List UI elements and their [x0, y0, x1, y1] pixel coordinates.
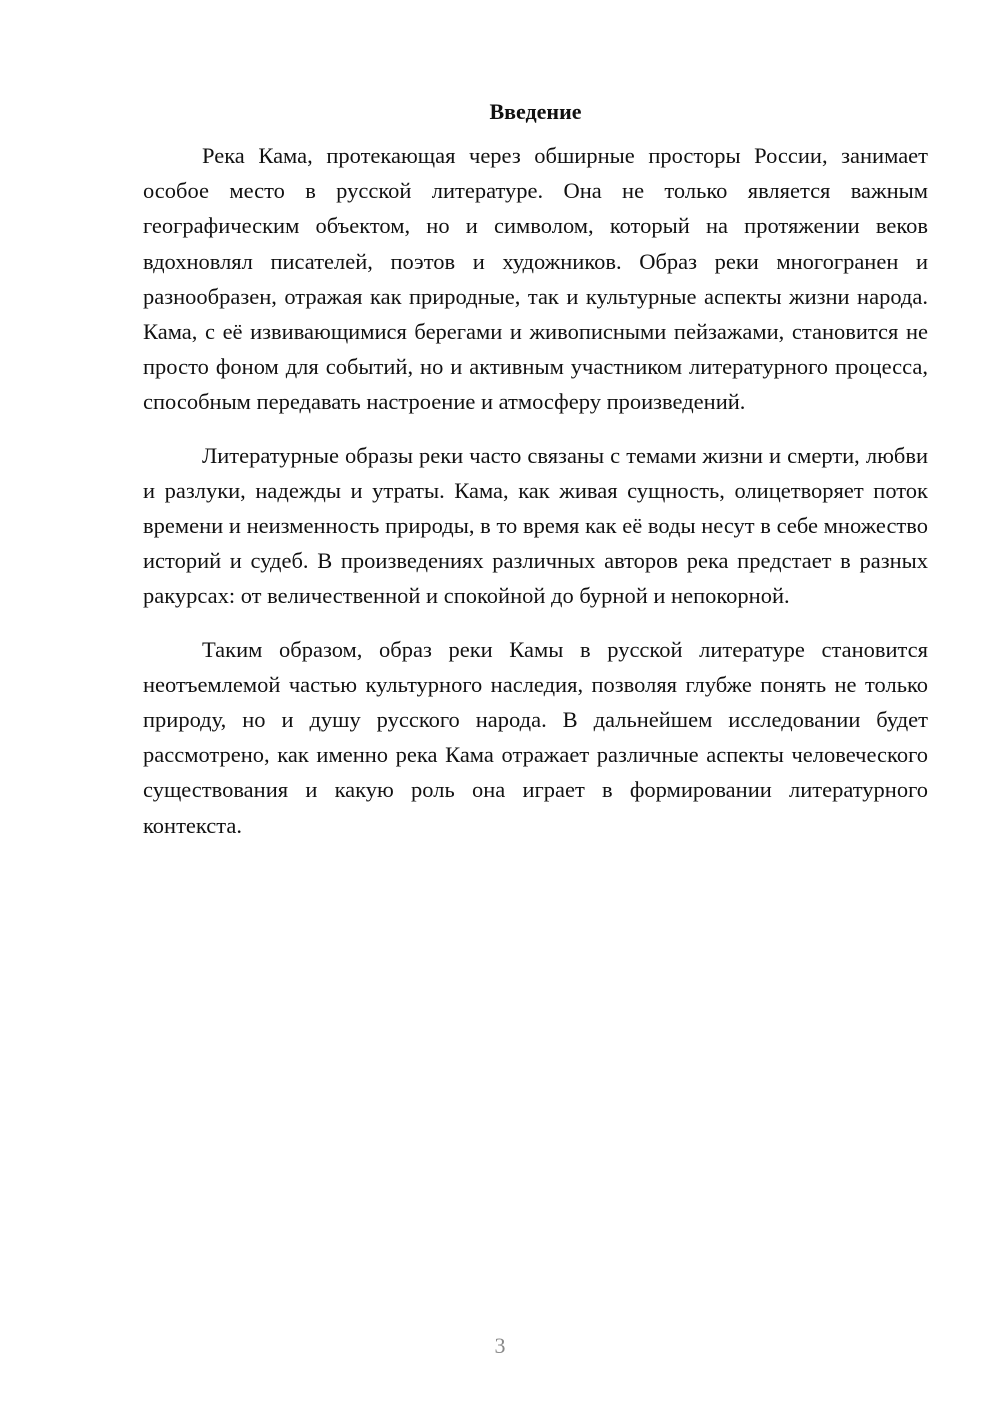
page-number: 3: [494, 1333, 506, 1358]
page-content: [143, 96, 928, 861]
paragraph-1: Река Кама, протекающая через обширные просторы России, занимает особое место в русской литературе. Она не только является важным географическим объектом, но и символом, который на протяжении веков вдохновлял писателей, поэтов и художников. Образ реки многогранен и разнообразен, отражая как природные, так и культурные аспекты жизни народа. Кама, с её извивающимися берегами и живописными пейзажами, становится не просто фоном для событий, но и активным участником литературного процесса, способным передавать настроение и атмосферу произведений.: [143, 143, 928, 415]
section-heading: Введение: [489, 99, 582, 124]
paragraph-2: Литературные образы реки часто связаны с темами жизни и смерти, любви и разлуки, надежды и утраты. Кама, как живая сущность, олицетворяет поток времени и неизменность природы, в то время как её воды несут в себе множество историй и судеб. В произведениях различных авторов река предстает в разных ракурсах: от величественной и спокойной до бурной и непокорной.: [143, 442, 928, 609]
paragraph-3: Таким образом, образ реки Камы в русской литературе становится неотъемлемой частью культурного наследия, позволяя глубже понять не только природу, но и душу русского народа. В дальнейшем исследовании будет рассмотрено, как именно река Кама отражает различные аспекты человеческого существования и какую роль она играет в формировании литературного контекста.: [143, 636, 928, 838]
